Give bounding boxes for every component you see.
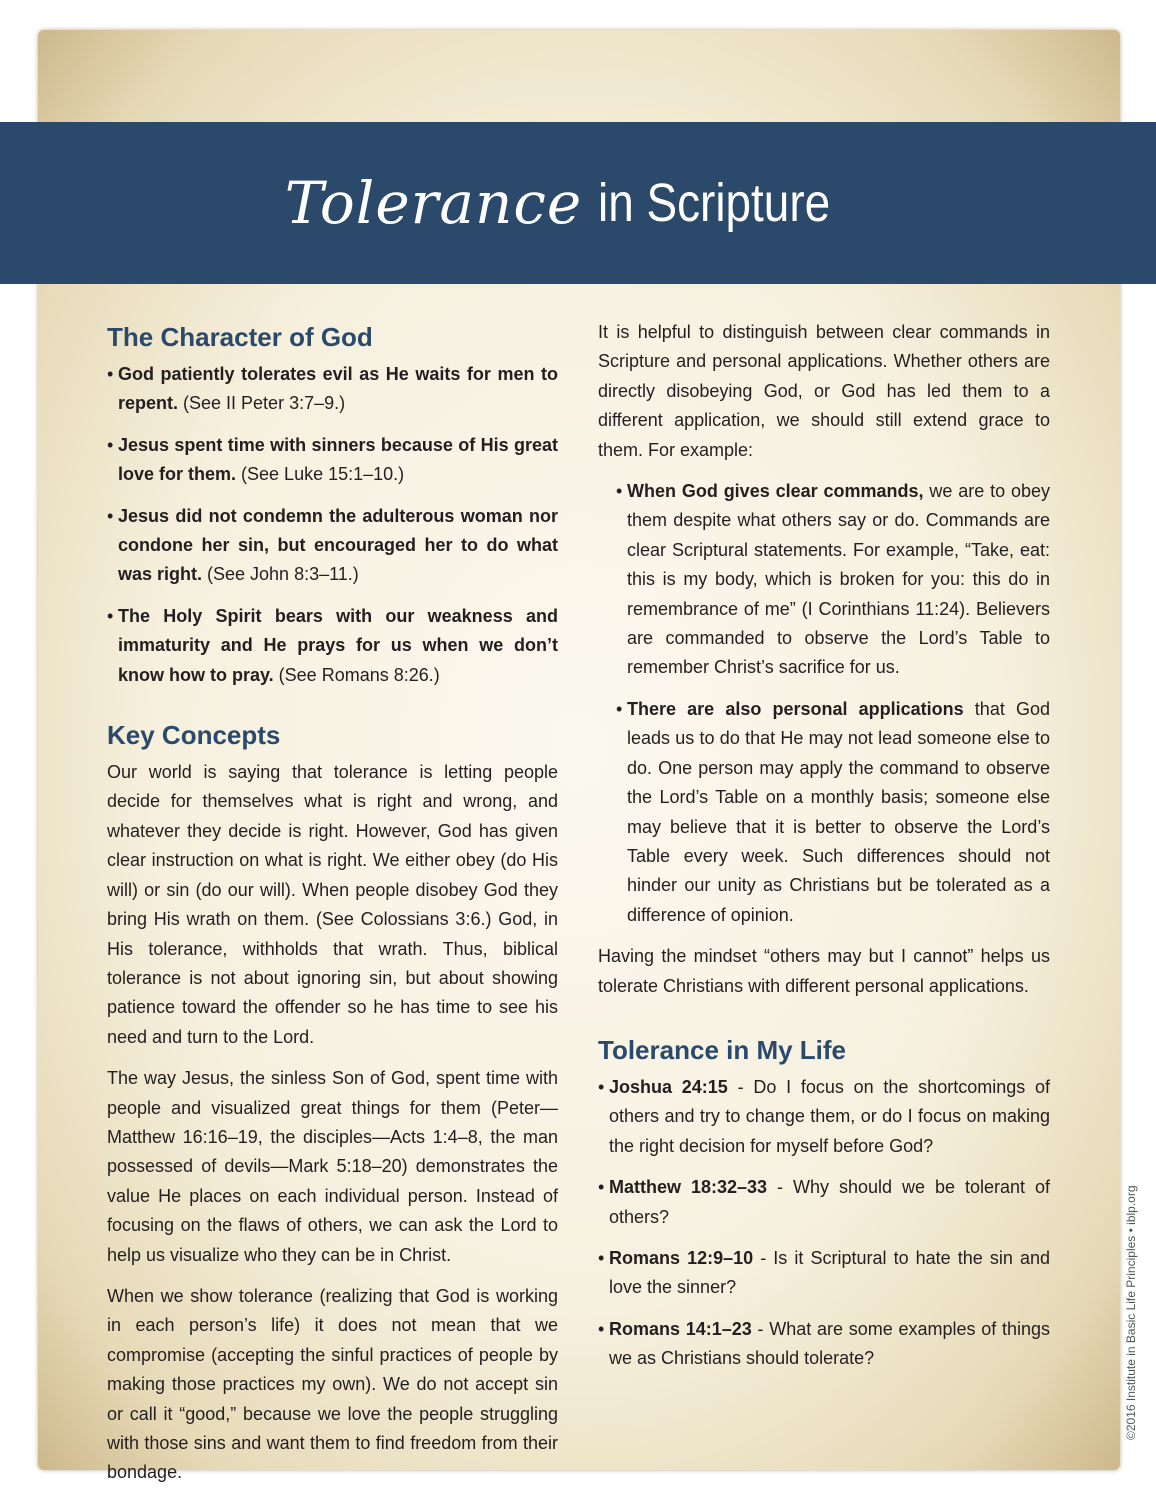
paragraph: When we show tolerance (realizing that God is working in each person’s life) it does not mean that we compromise (accepting the sinful practices of people by making those practices my own). We do not accept sin or call it “good,” because we love the people struggling with those sins and want them to find freedom from their bondage. — [107, 1285, 558, 1483]
character-list — [107, 360, 558, 690]
item-bold: Jesus did not condemn the adulterous woman nor condone her sin, but encouraged her to do what was right. — [118, 505, 558, 585]
item-text: - What are some examples of things we as Christians should tolerate? — [609, 1318, 1051, 1369]
character-heading: The Character of God — [107, 322, 373, 352]
item-bold: God patiently tolerates evil as He waits for men to repent. — [118, 364, 558, 414]
item-text: - Do I focus on the shortcomings of others and try to change them, or do I focus on making the right decision for myself before God? — [609, 1076, 1050, 1156]
right-column — [598, 318, 1050, 1386]
item-bold: When God gives clear commands, — [627, 481, 924, 502]
life-list — [598, 1073, 1050, 1374]
item-bold: Joshua 24:15 — [609, 1076, 728, 1097]
item-text: - Why should we be tolerant of others? — [609, 1177, 1050, 1227]
item-text: we are to obey them despite what others say or do. Commands are clear Scriptural statements. For example, “Take, eat: this is my body, which is broken for you: this do in remembrance of me” (I Corinthians 11:24). Believers are commanded to observe the Lord’s Table to remember Christ’s sacrifice for us. — [627, 481, 1050, 678]
paragraph: Our world is saying that tolerance is letting people decide for themselves what is right and wrong, and whatever they decide is right. However, God has given clear instruction on what is right. We either obey (do His will) or sin (do our will). When people disobey God they bring His wrath on them. (See Colossians 3:6.) God, in His tolerance, withholds that wrath. Thus, biblical tolerance is not about ignoring sin, but about showing patience toward the offender so he has time to see his need and turn to the Lord. — [107, 762, 558, 1047]
item-bold: There are also personal applications — [627, 698, 964, 719]
list-item — [616, 695, 1050, 930]
item-text: - Is it Scriptural to hate the sin and love the sinner? — [609, 1247, 1050, 1298]
list-item — [107, 360, 558, 419]
copyright-notice: ©2016 Institute in Basic Life Principles • iblp.org — [1124, 1185, 1138, 1440]
list-item — [598, 1073, 1050, 1161]
list-item — [598, 1173, 1050, 1232]
list-item — [598, 1315, 1050, 1374]
list-item — [107, 502, 558, 590]
item-ref: (See Romans 8:26.) — [273, 664, 440, 685]
command-list — [598, 477, 1050, 930]
concepts-heading: Key Concepts — [107, 720, 281, 751]
item-bold: Romans 14:1–23 — [609, 1318, 752, 1339]
item-ref: (See John 8:3–11.) — [202, 564, 359, 585]
title-plain: in Scripture — [598, 173, 831, 233]
item-ref: (See Luke 15:1–10.) — [236, 464, 405, 485]
item-ref: (See II Peter 3:7–9.) — [178, 393, 346, 414]
title-banner — [0, 122, 1156, 284]
list-item — [107, 431, 558, 490]
title-script: Tolerance — [284, 169, 583, 237]
item-bold: Matthew 18:32–33 — [609, 1177, 768, 1198]
intro-paragraph: It is helpful to distinguish between clear commands in Scripture and personal applications. Whether others are directly disobeying God, or God has led them to a different application, we should still extend grace to them. For example: — [598, 322, 1050, 460]
list-item — [107, 602, 558, 690]
item-bold: Romans 12:9–10 — [609, 1247, 754, 1268]
paragraph: The way Jesus, the sinless Son of God, spent time with people and visualized great things for them (Peter—Matthew 16:16–19, the disciples—Acts 1:4–8, the man possessed of devils—Mark 5:18–20) demonstrates the value He places on each individual person. Instead of focusing on the flaws of others, we can ask the Lord to help us visualize who they can be in Christ. — [107, 1068, 558, 1265]
list-item — [616, 477, 1050, 683]
left-column — [107, 318, 558, 1500]
closing-paragraph: Having the mindset “others may but I cannot” helps us tolerate Christians with different personal applications. — [598, 946, 1050, 996]
item-bold: The Holy Spirit bears with our weakness and immaturity and He prays for us when we don’t know how to pray. — [118, 605, 558, 685]
item-text: that God leads us to do that He may not lead someone else to do. One person may apply the command to observe the Lord’s Table on a monthly basis; someone else may believe that it is better to observe the Lord’s Table every week. Such differences should not hinder our unity as Christians but be tolerated as a difference of opinion. — [627, 698, 1050, 925]
list-item — [598, 1244, 1050, 1303]
life-heading: Tolerance in My Life — [598, 1034, 847, 1065]
item-bold: Jesus spent time with sinners because of His great love for them. — [118, 434, 558, 485]
